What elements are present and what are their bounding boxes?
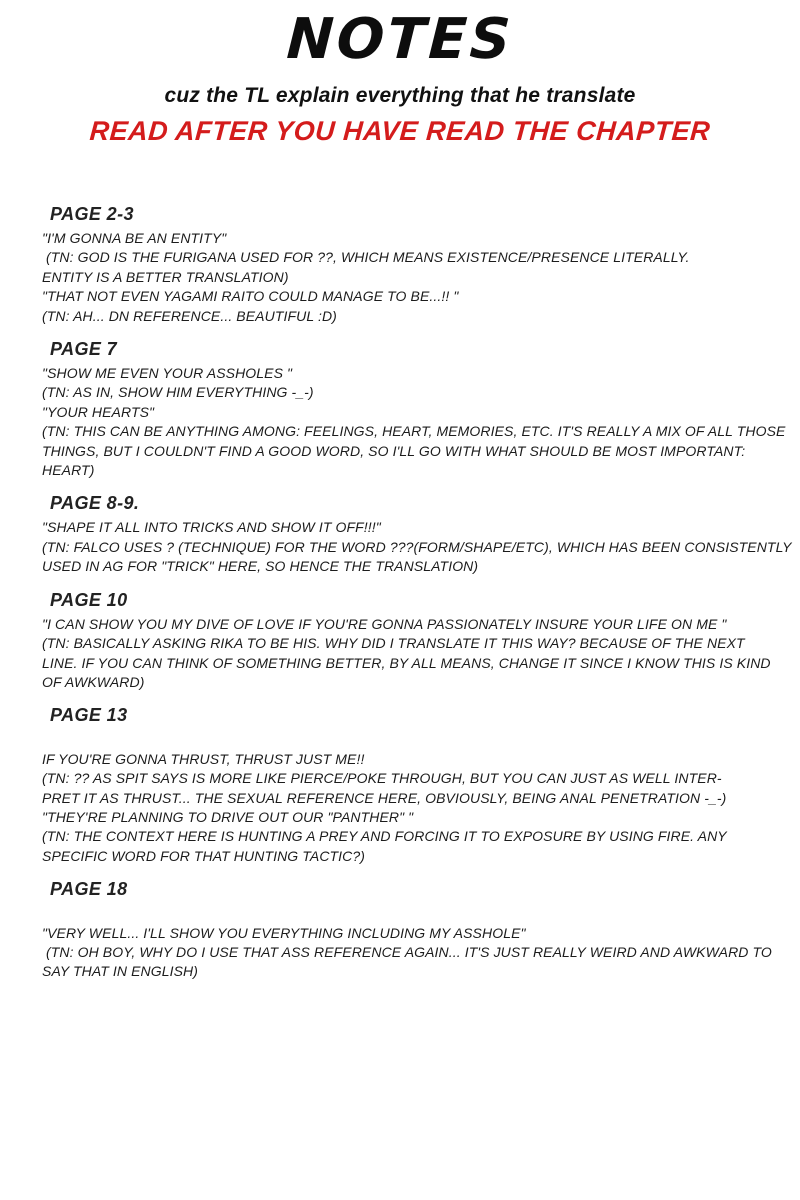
note-line: THINGS, BUT I COULDN'T FIND A GOOD WORD, SO I'LL GO WITH WHAT SHOULD BE MOST IMPORTANT: [42, 442, 746, 459]
page-heading: PAGE 13 [50, 705, 128, 726]
page-heading: PAGE 7 [50, 339, 118, 360]
note-line: (TN: GOD IS THE FURIGANA USED FOR ??, WHICH MEANS EXISTENCE/PRESENCE LITERALLY. [42, 249, 690, 266]
notes-section [42, 492, 796, 576]
note-line: (TN: AS IN, SHOW HIM EVERYTHING -_-) [42, 384, 314, 401]
page-heading: PAGE 10 [50, 589, 128, 610]
note-line: (TN: BASICALLY ASKING RIKA TO BE HIS. WHY DID I TRANSLATE IT THIS WAY? BECAUSE OF THE NEXT [42, 635, 745, 652]
page-heading: PAGE 2-3 [50, 204, 134, 224]
note-line: "YOUR HEARTS" [42, 403, 155, 420]
notes-sections [0, 203, 800, 982]
notes-section [42, 589, 796, 693]
note-line: SPECIFIC WORD FOR THAT HUNTING TACTIC?) [42, 847, 366, 864]
note-line: LINE. IF YOU CAN THINK OF SOMETHING BETTER, BY ALL MEANS, CHANGE IT SINCE I KNOW THIS IS KIND [42, 654, 771, 671]
note-line: (TN: AH... DN REFERENCE... BEAUTIFUL :D) [42, 307, 337, 324]
note-line: "SHAPE IT ALL INTO TRICKS AND SHOW IT OFF!!!" [42, 519, 381, 536]
note-line: "THAT NOT EVEN YAGAMI RAITO COULD MANAGE TO BE...!! " [42, 288, 459, 305]
note-line: "SHOW ME EVEN YOUR ASSHOLES " [42, 365, 293, 382]
note-line: USED IN AG FOR "TRICK" HERE, SO HENCE THE TRANSLATION) [42, 558, 479, 575]
note-line: (TN: ?? AS SPIT SAYS IS MORE LIKE PIERCE/POKE THROUGH, BUT YOU CAN JUST AS WELL INTER- [42, 770, 722, 787]
note-line: "I CAN SHOW YOU MY DIVE OF LOVE IF YOU'RE GONNA PASSIONATELY INSURE YOUR LIFE ON ME " [42, 615, 727, 632]
note-line: IF YOU'RE GONNA THRUST, THRUST JUST ME!! [42, 750, 365, 767]
note-line: (TN: THIS CAN BE ANYTHING AMONG: FEELINGS, HEART, MEMORIES, ETC. IT'S REALLY A MIX OF ALL THOSE [42, 423, 786, 440]
note-line: OF AWKWARD) [42, 673, 145, 690]
notes-section [42, 203, 796, 326]
note-line: (TN: THE CONTEXT HERE IS HUNTING A PREY AND FORCING IT TO EXPOSURE BY USING FIRE. ANY [42, 828, 727, 845]
note-line: (TN: OH BOY, WHY DO I USE THAT ASS REFERENCE AGAIN... IT'S JUST REALLY WEIRD AND AWKWARD TO [42, 943, 772, 960]
note-line: "VERY WELL... I'LL SHOW YOU EVERYTHING INCLUDING MY ASSHOLE" [42, 924, 526, 941]
spoiler-warning: READ AFTER YOU HAVE READ THE CHAPTER [88, 116, 712, 146]
note-line: HEART) [42, 462, 95, 479]
notes-section [42, 878, 796, 982]
notes-header [0, 7, 800, 147]
notes-section [42, 338, 796, 480]
note-line [42, 730, 796, 749]
notes-section [42, 704, 796, 866]
note-line: (TN: FALCO USES ? (TECHNIQUE) FOR THE WORD ???(FORM/SHAPE/ETC), WHICH HAS BEEN CONSISTENTLY [42, 538, 792, 555]
note-line: "I'M GONNA BE AN ENTITY" [42, 230, 227, 246]
page-subtitle: cuz the TL explain everything that he translate [164, 84, 636, 107]
note-line: "THEY'RE PLANNING TO DRIVE OUT OUR "PANTHER" " [42, 808, 414, 825]
page-title: NOTES [285, 7, 515, 72]
note-line: ENTITY IS A BETTER TRANSLATION) [42, 268, 289, 285]
note-line: SAY THAT IN ENGLISH) [42, 963, 199, 980]
page-heading: PAGE 8-9. [50, 493, 140, 514]
note-line [42, 904, 796, 923]
note-line: PRET IT AS THRUST... THE SEXUAL REFERENCE HERE, OBVIOUSLY, BEING ANAL PENETRATION -_-) [42, 789, 727, 806]
page-heading: PAGE 18 [50, 879, 128, 900]
